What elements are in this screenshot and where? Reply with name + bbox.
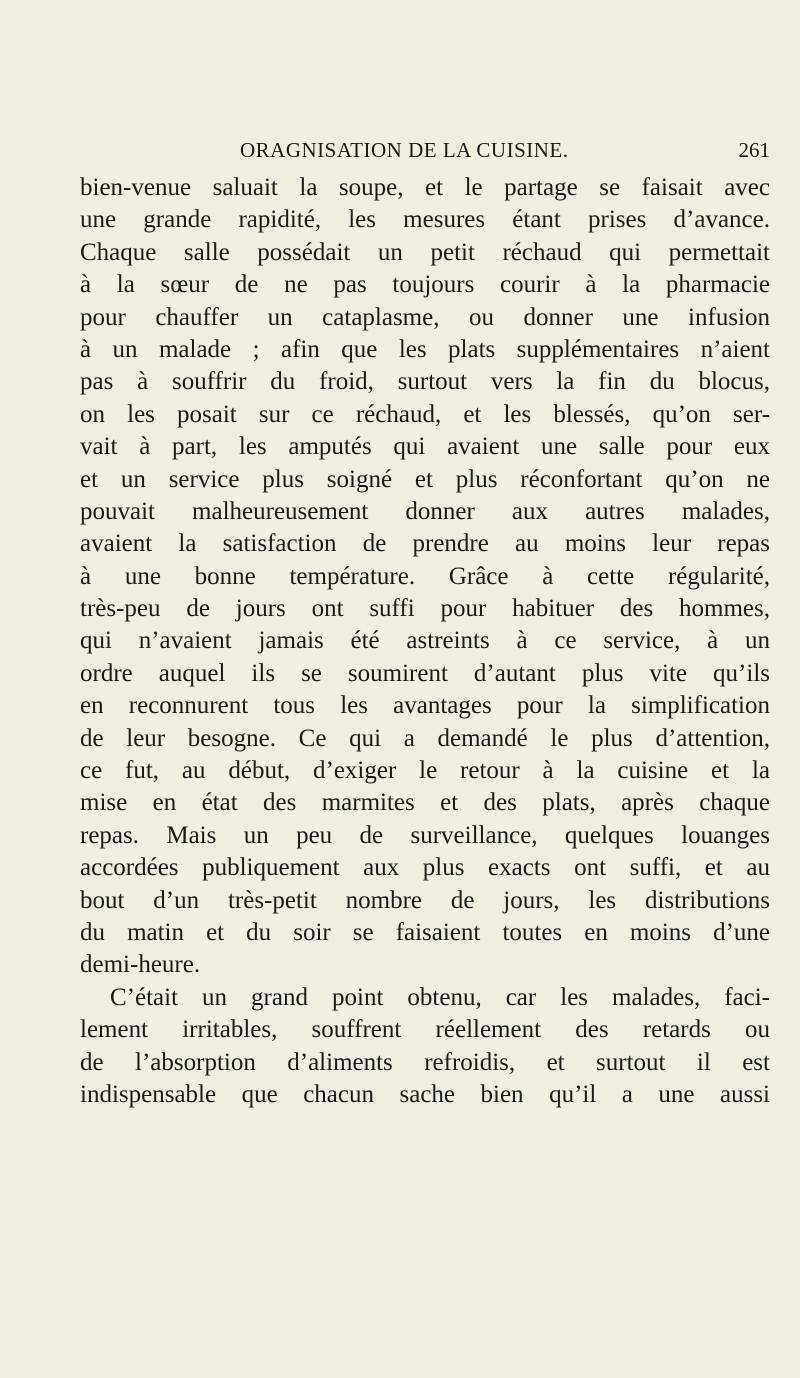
- text-line: ce fut, au début, d’exiger le retour à la cuisine et la: [80, 757, 770, 785]
- text-line: qui n’avaient jamais été astreints à ce service, à un: [80, 627, 770, 655]
- text-line: vait à part, les amputés qui avaient une salle pour eux: [80, 433, 770, 461]
- text-line: pas à souffrir du froid, surtout vers la fin du blocus,: [80, 368, 770, 396]
- text-line: en reconnurent tous les avantages pour la simplification: [80, 692, 770, 720]
- paragraph-end-line: demi-heure.: [80, 951, 201, 979]
- text-line: lement irritables, souffrent réellement des retards ou: [80, 1016, 770, 1044]
- text-line: du matin et du soir se faisaient toutes en moins d’une: [80, 918, 770, 946]
- paragraph-start-line: C’était un grand point obtenu, car les malades, faci-: [110, 983, 770, 1011]
- text-line: à une bonne température. Grâce à cette régularité,: [80, 562, 770, 590]
- text-line: repas. Mais un peu de surveillance, quelques louanges: [80, 821, 770, 849]
- body-text: [80, 172, 770, 1111]
- running-head: [80, 138, 770, 168]
- text-line: à un malade ; afin que les plats supplémentaires n’aient: [80, 335, 770, 363]
- text-line: pour chauffer un cataplasme, ou donner une infusion: [80, 303, 770, 331]
- text-line: accordées publiquement aux plus exacts ont suffi, et au: [80, 854, 770, 882]
- text-line: de leur besogne. Ce qui a demandé le plus d’attention,: [80, 724, 770, 752]
- page-number: 261: [738, 138, 770, 162]
- text-line: on les posait sur ce réchaud, et les blessés, qu’on ser-: [80, 400, 770, 428]
- text-line: avaient la satisfaction de prendre au moins leur repas: [80, 530, 770, 558]
- text-line: pouvait malheureusement donner aux autres malades,: [80, 497, 770, 525]
- running-title: ORAGNISATION DE LA CUISINE.: [240, 138, 569, 162]
- text-line: et un service plus soigné et plus réconfortant qu’on ne: [80, 465, 770, 493]
- text-line: à la sœur de ne pas toujours courir à la pharmacie: [80, 271, 770, 299]
- text-line: Chaque salle possédait un petit réchaud qui permettait: [80, 238, 770, 266]
- text-line: mise en état des marmites et des plats, après chaque: [80, 789, 770, 817]
- text-line: une grande rapidité, les mesures étant prises d’avance.: [80, 206, 770, 234]
- text-line: bien-venue saluait la soupe, et le partage se faisait avec: [80, 174, 770, 201]
- text-line: indispensable que chacun sache bien qu’il a une aussi: [80, 1080, 770, 1108]
- text-line: très-peu de jours ont suffi pour habituer des hommes,: [80, 595, 770, 623]
- text-line: de l’absorption d’aliments refroidis, et surtout il est: [80, 1048, 770, 1076]
- text-line: ordre auquel ils se soumirent d’autant plus vite qu’ils: [80, 659, 770, 687]
- text-line: bout d’un très-petit nombre de jours, les distributions: [80, 886, 770, 914]
